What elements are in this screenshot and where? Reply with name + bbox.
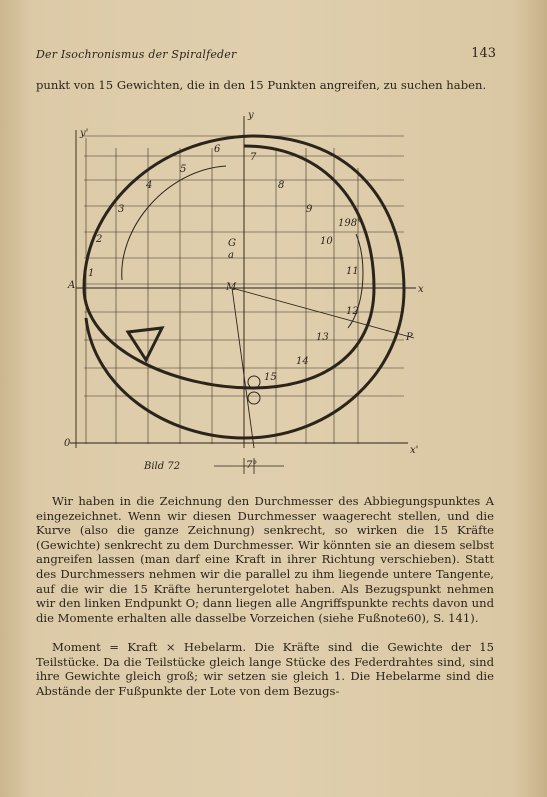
label-m: M bbox=[226, 282, 237, 293]
lead-paragraph bbox=[36, 78, 494, 93]
point-label-15: 15 bbox=[264, 372, 277, 383]
label-a: A bbox=[68, 280, 76, 291]
label-x-prime: x' bbox=[410, 445, 419, 456]
point-label-12: 12 bbox=[346, 306, 359, 317]
point-15-marker bbox=[248, 376, 260, 388]
paragraph-1 bbox=[36, 494, 494, 625]
label-y: y bbox=[248, 110, 254, 121]
label-y-prime: y' bbox=[80, 128, 89, 139]
inner-arc bbox=[122, 166, 226, 280]
point-label-9: 9 bbox=[306, 204, 313, 215]
point-label-4: 4 bbox=[146, 180, 153, 191]
point-label-2: 2 bbox=[96, 234, 103, 245]
page-number: 143 bbox=[471, 46, 496, 61]
label-offset-angle: 7° bbox=[246, 460, 258, 471]
point-label-5: 5 bbox=[180, 164, 187, 175]
label-p: P bbox=[406, 332, 413, 343]
point-label-7: 7 bbox=[250, 152, 257, 163]
paragraph-2-text: Moment = Kraft × Hebelarm. Die Kräfte sind die Gewichte der 15 Teilstücke. Da die Teilstücke gleich lange Stücke des Federdrahtes sind, sind ihre Gewichte gleich groß; wir setzen sie gleich 1. Die Hebelarme sind die Abstände der Fußpunkte der Lote von dem Bezugs- bbox=[36, 640, 494, 698]
figure-axes bbox=[70, 116, 416, 448]
spiral-figure bbox=[56, 108, 436, 478]
figure-caption: Bild 72 bbox=[144, 461, 181, 472]
point-15-foot-marker bbox=[248, 392, 260, 404]
label-x: x bbox=[418, 284, 424, 295]
paragraph-1-text: Wir haben in die Zeichnung den Durchmesser des Abbiegungspunktes A eingezeichnet. Wenn wir diesen Durchmesser waagerecht stellen, und die Kurve (also die ganze Zeichnung) senkrecht, so wirken die 15 Kräfte (Gewichte) senkrecht zu dem Durchmesser. Wir könnten sie an diesem selbst angreifen lassen (man darf eine Kraft in ihrer Richtung verschieben). Statt des Durchmessers nehmen wir die parallel zu ihm liegende untere Tangente, auf die wir die 15 Kräfte heruntergelotet haben. Als Bezugspunkt nehmen wir den linken Endpunkt O; dann liegen alle Angriffspunkte rechts davon und die Momente erhalten alle dasselbe Vorzeichen (siehe Fußnote60), S. 141). bbox=[36, 494, 494, 625]
label-origin: 0 bbox=[64, 438, 71, 449]
paragraph-2 bbox=[36, 640, 494, 698]
point-label-1: 1 bbox=[88, 268, 95, 279]
point-label-8: 8 bbox=[278, 180, 285, 191]
point-label-13: 13 bbox=[316, 332, 329, 343]
arrow-triangle bbox=[128, 328, 162, 360]
lead-paragraph-text: punkt von 15 Gewichten, die in den 15 Punkten angreifen, zu suchen haben. bbox=[36, 78, 487, 92]
running-head bbox=[36, 48, 496, 64]
point-label-14: 14 bbox=[296, 356, 309, 367]
label-a-small: a bbox=[228, 250, 234, 261]
running-title: Der Isochronismus der Spiralfeder bbox=[36, 48, 237, 61]
label-g: G bbox=[228, 238, 236, 249]
point-label-11: 11 bbox=[346, 266, 359, 277]
point-label-6: 6 bbox=[214, 144, 221, 155]
point-label-3: 3 bbox=[118, 204, 125, 215]
label-angle: 198° bbox=[338, 218, 363, 229]
point-label-10: 10 bbox=[320, 236, 333, 247]
